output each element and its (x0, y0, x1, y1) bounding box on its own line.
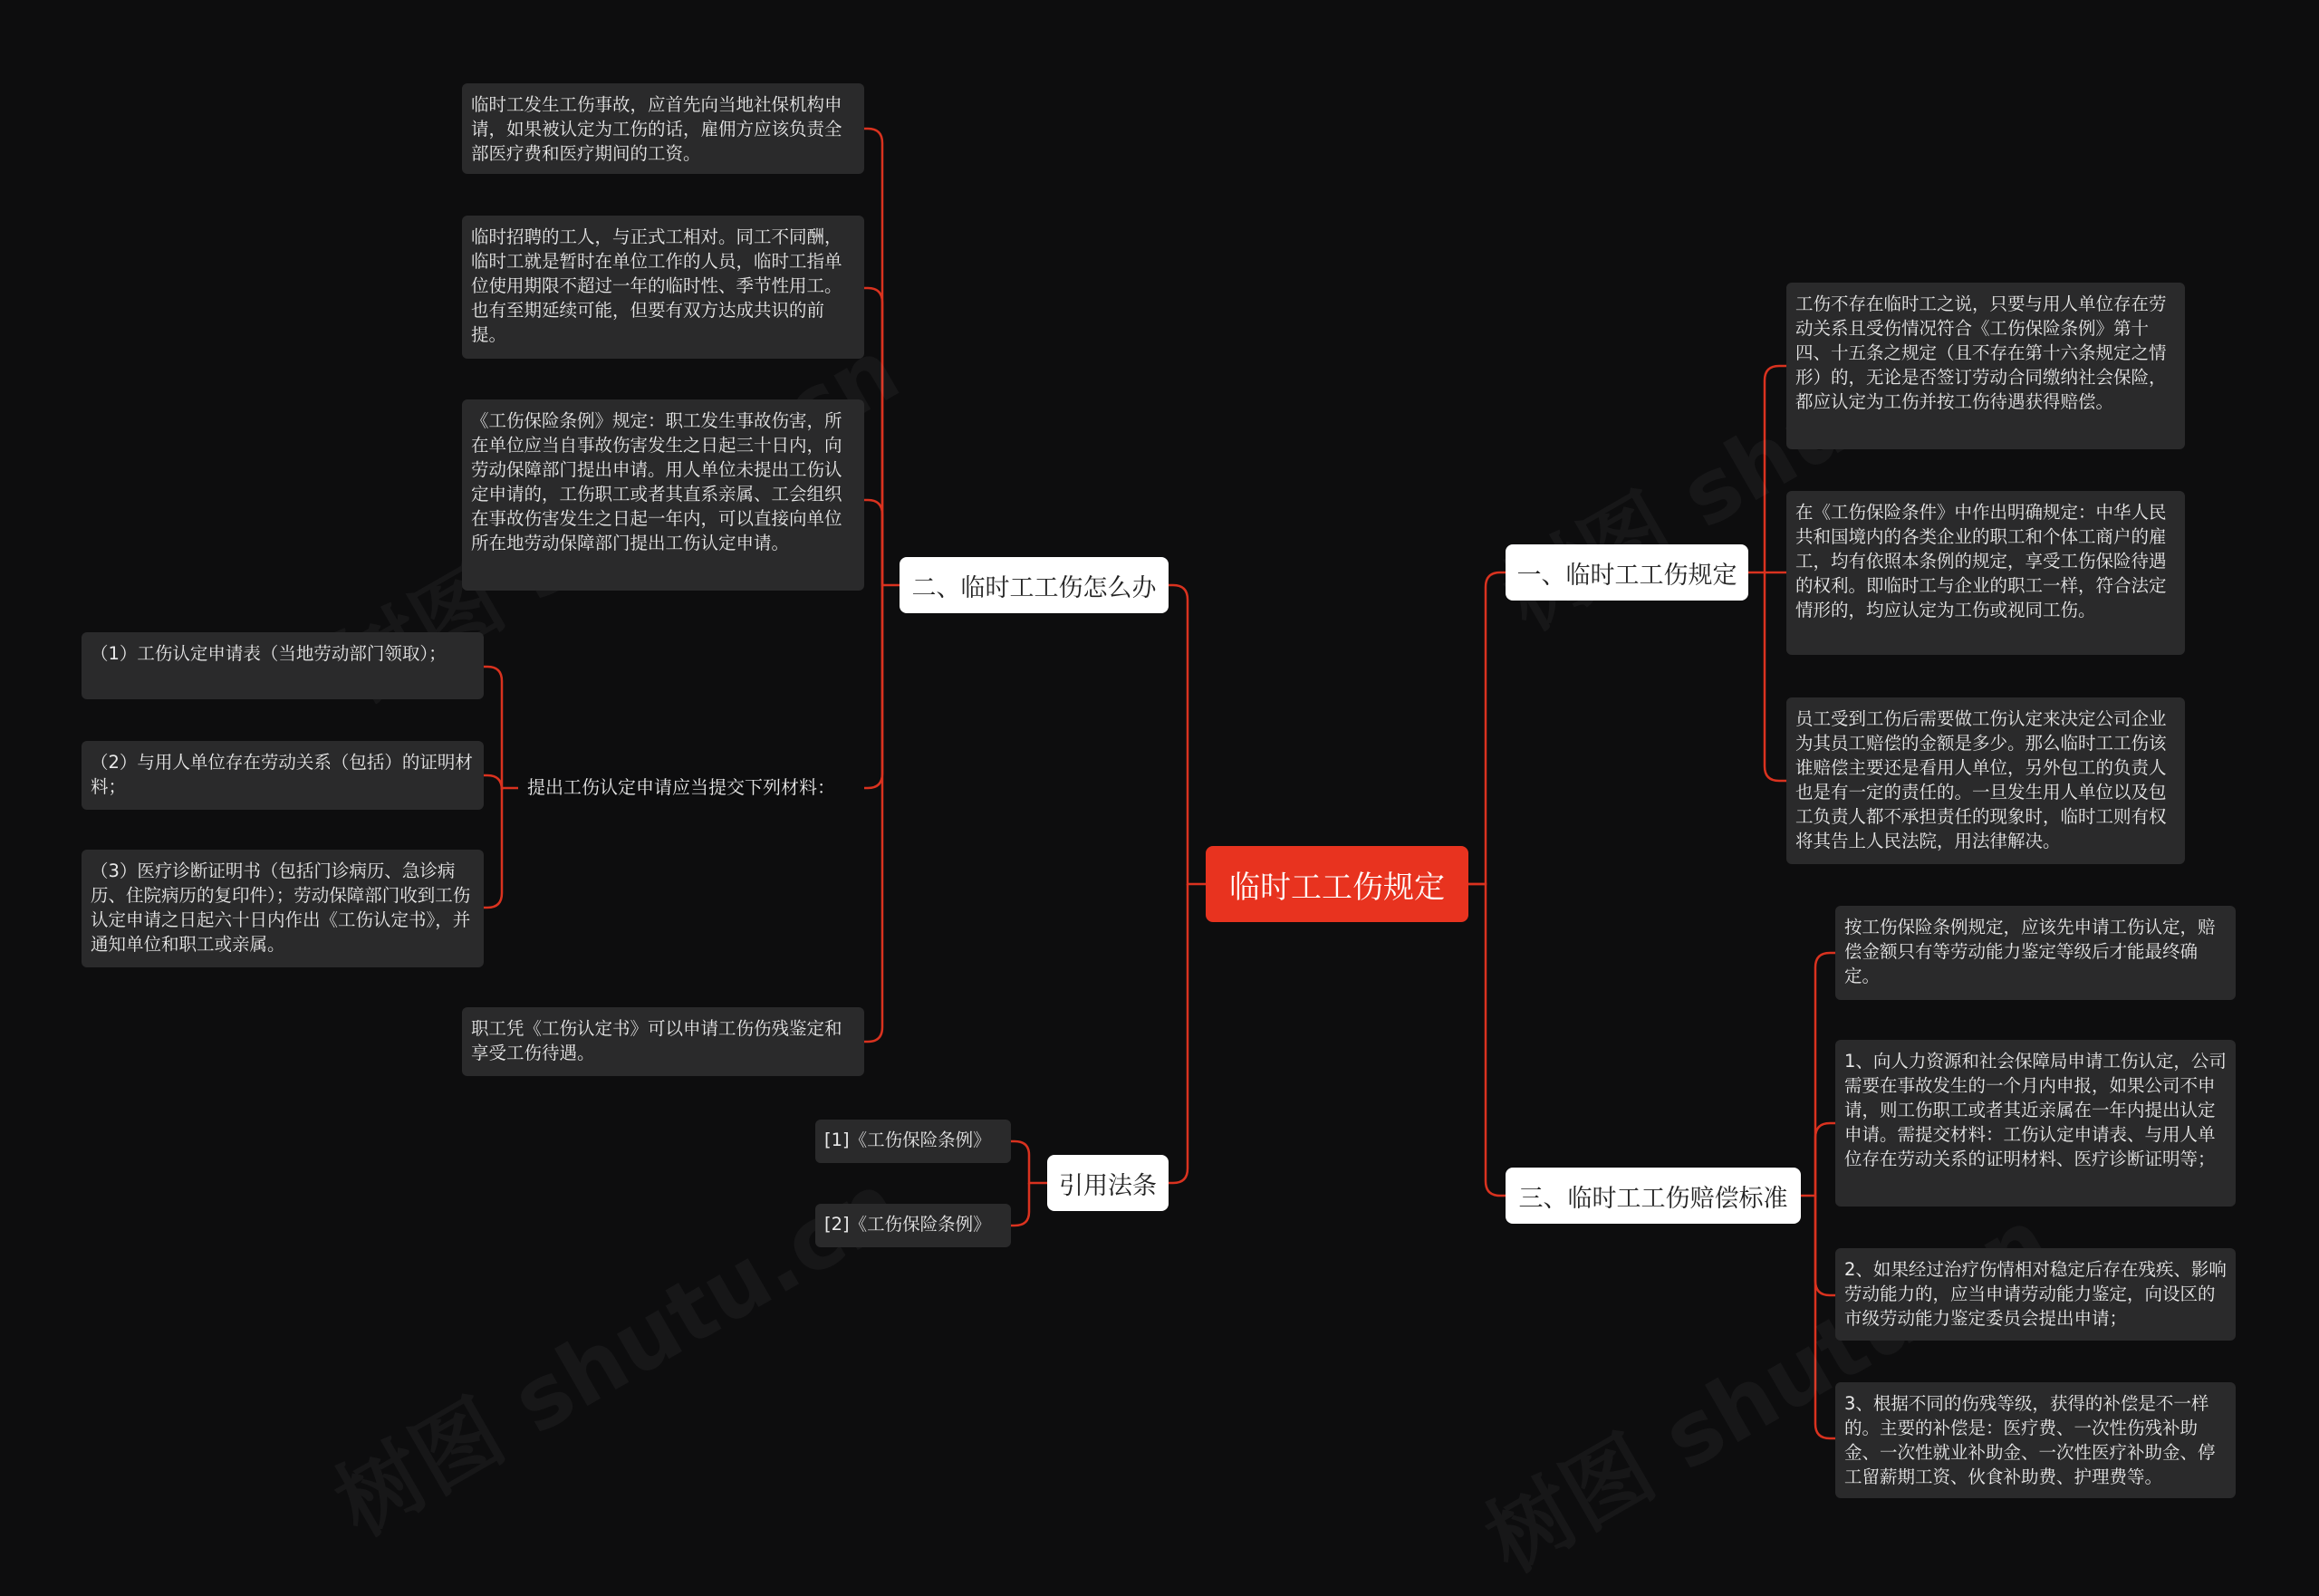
link-b4-r2 (1011, 1183, 1029, 1226)
leaf-node[interactable]: 3、根据不同的伤残等级，获得的补偿是不一样的。主要的补偿是：医疗费、一次性伤残补助金、一次性就业补助金、一次性医疗补助金、停工留薪期工资、伙食补助费、护理费等。 (1835, 1382, 2236, 1498)
link-b2-l8 (864, 585, 882, 1042)
branch-node-3[interactable]: 三、临时工工伤赔偿标准 (1506, 1168, 1801, 1224)
leaf-node[interactable]: 在《工伤保险条件》中作出明确规定：中华人民共和国境内的各类企业的职工和个体工商户的雇工，均有依照本条例的规定，享受工伤保险待遇的权利。即临时工与企业的职工一样，符合法定情形的，均应认定为工伤或视同工伤。 (1786, 491, 2185, 655)
leaf-node[interactable]: 临时工发生工伤事故，应首先向当地社保机构申请，如果被认定为工伤的话，雇佣方应该负责全部医疗费和医疗期间的工资。 (462, 83, 864, 174)
leaf-node[interactable]: （1）工伤认定申请表（当地劳动部门领取）； (82, 632, 484, 699)
leaf-node[interactable]: 工伤不存在临时工之说，只要与用人单位存在劳动关系且受伤情况符合《工伤保险条例》第十四、十五条之规定（且不存在第十六条规定之情形）的，无论是否签订劳动合同缴纳社会保险，都应认定为工伤并按工伤待遇获得赔偿。 (1786, 283, 2185, 449)
link-root-b1 (1468, 572, 1506, 884)
link-root-b4 (1169, 884, 1188, 1183)
link-b2-l5 (864, 288, 882, 585)
sub-topic-node[interactable]: 提出工伤认定申请应当提交下列材料： (518, 770, 844, 805)
leaf-node[interactable]: 临时招聘的工人，与正式工相对。同工不同酬，临时工就是暂时在单位工作的人员，临时工指单位使用期限不超过一年的临时性、季节性用工。也有至期延续可能，但要有双方达成共识的前提。 (462, 216, 864, 359)
link-b3-l12 (1815, 1196, 1835, 1438)
link-root-b2 (1169, 585, 1206, 884)
link-b1-l3 (1765, 572, 1786, 781)
branch-node-1[interactable]: 一、临时工工伤规定 (1506, 544, 1748, 601)
link-b3-l9 (1801, 953, 1835, 1196)
link-b2-l7 (864, 585, 882, 788)
link-root-b3 (1468, 884, 1506, 1196)
link-b4-r1 (1011, 1141, 1047, 1183)
link-mid-l7c (484, 788, 502, 908)
reference-node[interactable]: [2]《工伤保险条例》 (815, 1204, 1011, 1247)
leaf-node[interactable]: （2）与用人单位存在劳动关系（包括）的证明材料； (82, 741, 484, 810)
leaf-node[interactable]: 员工受到工伤后需要做工伤认定来决定公司企业为其员工赔偿的金额是多少。那么临时工工伤该谁赔偿主要还是看用人单位，另外包工的负责人也是有一定的责任的。一旦发生用人单位以及包工负责人都不承担责任的现象时，临时工则有权将其告上人民法院，用法律解决。 (1786, 697, 2185, 864)
leaf-node[interactable]: 2、如果经过治疗伤情相对稳定后存在残疾、影响劳动能力的，应当申请劳动能力鉴定，向设区的市级劳动能力鉴定委员会提出申请； (1835, 1248, 2236, 1341)
branch-node-4[interactable]: 引用法条 (1047, 1155, 1169, 1211)
link-b3-l10 (1815, 1123, 1835, 1196)
leaf-node[interactable]: （3）医疗诊断证明书（包括门诊病历、急诊病历、住院病历的复印件）；劳动保障部门收到工伤认定申请之日起六十日内作出《工伤认定书》，并通知单位和职工或亲属。 (82, 850, 484, 967)
leaf-node[interactable]: 1、向人力资源和社会保障局申请工伤认定，公司需要在事故发生的一个月内申报，如果公司不申请，则工伤职工或者其近亲属在一年内提出认定申请。需提交材料：工伤认定申请表、与用人单位存在劳动关系的证明材料、医疗诊断证明等； (1835, 1040, 2236, 1207)
root-node[interactable]: 临时工工伤规定 (1206, 846, 1468, 922)
link-mid-l7a (484, 667, 518, 788)
link-b1-l1 (1748, 366, 1786, 572)
link-b2-l6 (864, 500, 882, 585)
link-b3-l11 (1815, 1196, 1835, 1295)
leaf-node[interactable]: 《工伤保险条例》规定：职工发生事故伤害，所在单位应当自事故伤害发生之日起三十日内，向劳动保障部门提出申请。用人单位未提出工伤认定申请的，工伤职工或者其直系亲属、工会组织在事故伤害发生之日起一年内，可以直接向单位所在地劳动保障部门提出工伤认定申请。 (462, 399, 864, 591)
leaf-node[interactable]: 按工伤保险条例规定，应该先申请工伤认定，赔偿金额只有等劳动能力鉴定等级后才能最终确定。 (1835, 906, 2236, 1000)
leaf-node[interactable]: 职工凭《工伤认定书》可以申请工伤伤残鉴定和享受工伤待遇。 (462, 1007, 864, 1076)
reference-node[interactable]: [1]《工伤保险条例》 (815, 1120, 1011, 1163)
link-mid-l7b (484, 775, 502, 790)
branch-node-2[interactable]: 二、临时工工伤怎么办 (900, 557, 1169, 613)
